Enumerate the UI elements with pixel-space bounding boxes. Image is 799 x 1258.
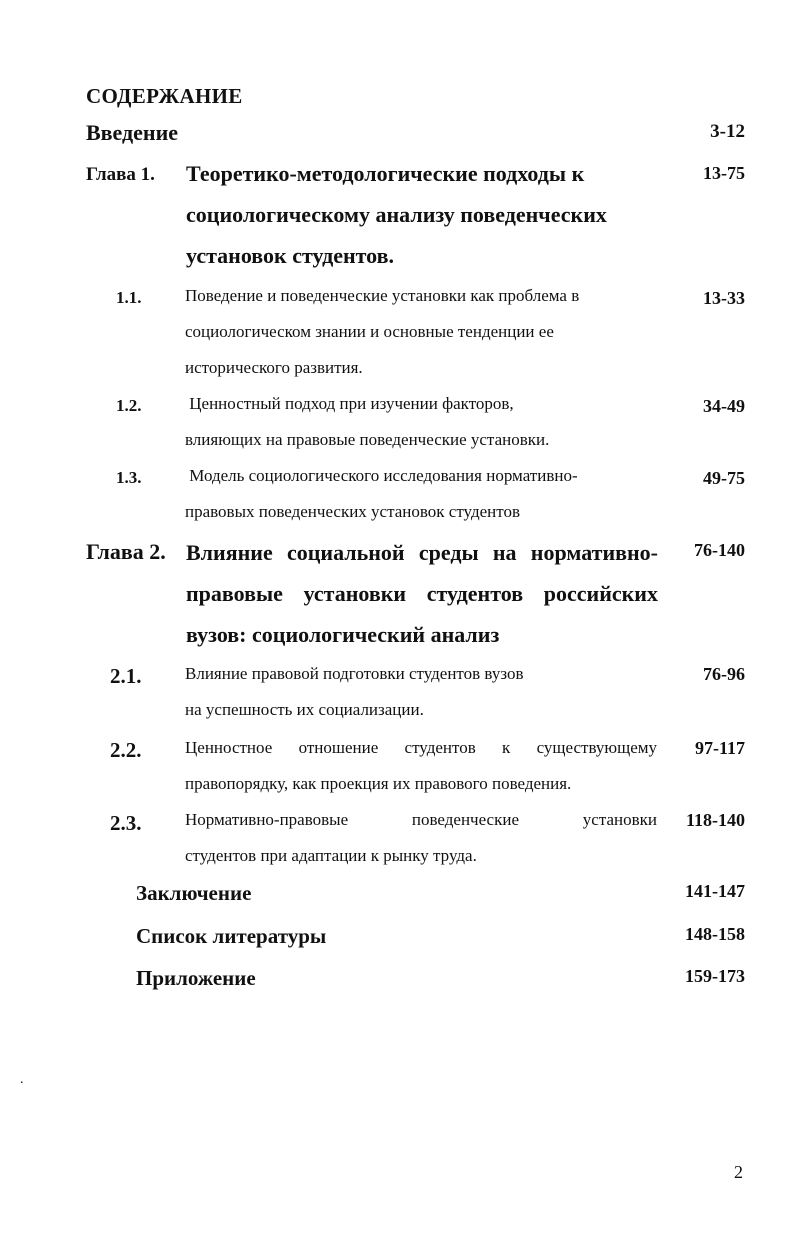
section-1-3-title [185,458,578,530]
chapter2-label: Глава 2. [86,539,166,564]
section-title-line: Ценностное отношение студентов к существующему [185,738,657,757]
chapter1-title [186,153,607,276]
section-title-line: Нормативно-правовые поведенческие установки [185,810,657,829]
section-2-1-number: 2.1. [110,664,142,688]
section-title-line: влияющих на правовые поведенческие установки. [185,430,550,449]
section-title-line: на успешность их социализации. [185,700,424,719]
chapter2-title [186,532,658,655]
section-1-3-pages: 49-75 [703,468,745,488]
section-2-2-title [185,730,657,802]
section-2-2-number: 2.2. [110,738,142,762]
section-title-line: Влияние правовой подготовки студентов вузов [185,664,524,683]
toc-conclusion-label: Заключение [136,881,252,905]
section-2-1-pages: 76-96 [703,664,745,684]
toc-appendix-label: Приложение [136,966,256,990]
section-2-2-pages: 97-117 [694,738,745,758]
section-title-line: Ценностный подход при изучении факторов, [185,394,514,413]
chapter1-title-line: установок студентов. [186,243,395,268]
chapter2-title-line: правовые установки студентов российских [186,581,658,606]
section-title-line: правовых поведенческих установок студентов [185,502,521,521]
section-1-2-number: 1.2. [116,396,142,415]
section-1-1-pages: 13-33 [703,288,745,308]
section-1-1-number: 1.1. [116,288,142,307]
chapter1-label: Глава 1. [86,164,155,185]
section-2-3-number: 2.3. [110,811,142,835]
section-1-2-title [185,386,549,458]
chapter2-title-line: вузов: социологический анализ [186,622,500,647]
toc-title: СОДЕРЖАНИЕ [86,84,243,108]
section-title-line: социологическом знании и основные тенденции ее [185,322,554,341]
section-title-line: правопорядку, как проекция их правового поведения. [185,774,572,793]
chapter1-title-line: Теоретико-методологические подходы к [186,161,585,186]
section-title-line: Модель социологического исследования нормативно- [185,466,578,485]
toc-appendix-pages: 159-173 [685,966,745,986]
chapter1-pages: 13-75 [703,163,745,183]
toc-intro-label: Введение [86,120,179,145]
chapter2-title-line: Влияние социальной среды на нормативно- [186,540,658,565]
section-2-3-title [185,802,657,874]
section-1-3-number: 1.3. [116,468,142,487]
section-2-1-title [185,656,524,728]
section-1-1-title [185,278,579,386]
section-title-line: исторического развития. [185,358,363,377]
section-2-3-pages: 118-140 [685,810,745,830]
chapter1-title-line: социологическому анализу поведенческих [186,202,607,227]
toc-references-pages: 148-158 [685,924,745,944]
page-number: 2 [734,1162,743,1182]
margin-mark: . [20,1072,24,1087]
section-1-2-pages: 34-49 [703,396,745,416]
toc-intro-pages: 3-12 [710,121,745,142]
chapter2-pages: 76-140 [694,540,745,560]
toc-references-label: Список литературы [136,924,327,948]
section-title-line: студентов при адаптации к рынку труда. [185,846,477,865]
section-title-line: Поведение и поведенческие установки как проблема в [185,286,580,305]
toc-conclusion-pages: 141-147 [685,881,745,901]
